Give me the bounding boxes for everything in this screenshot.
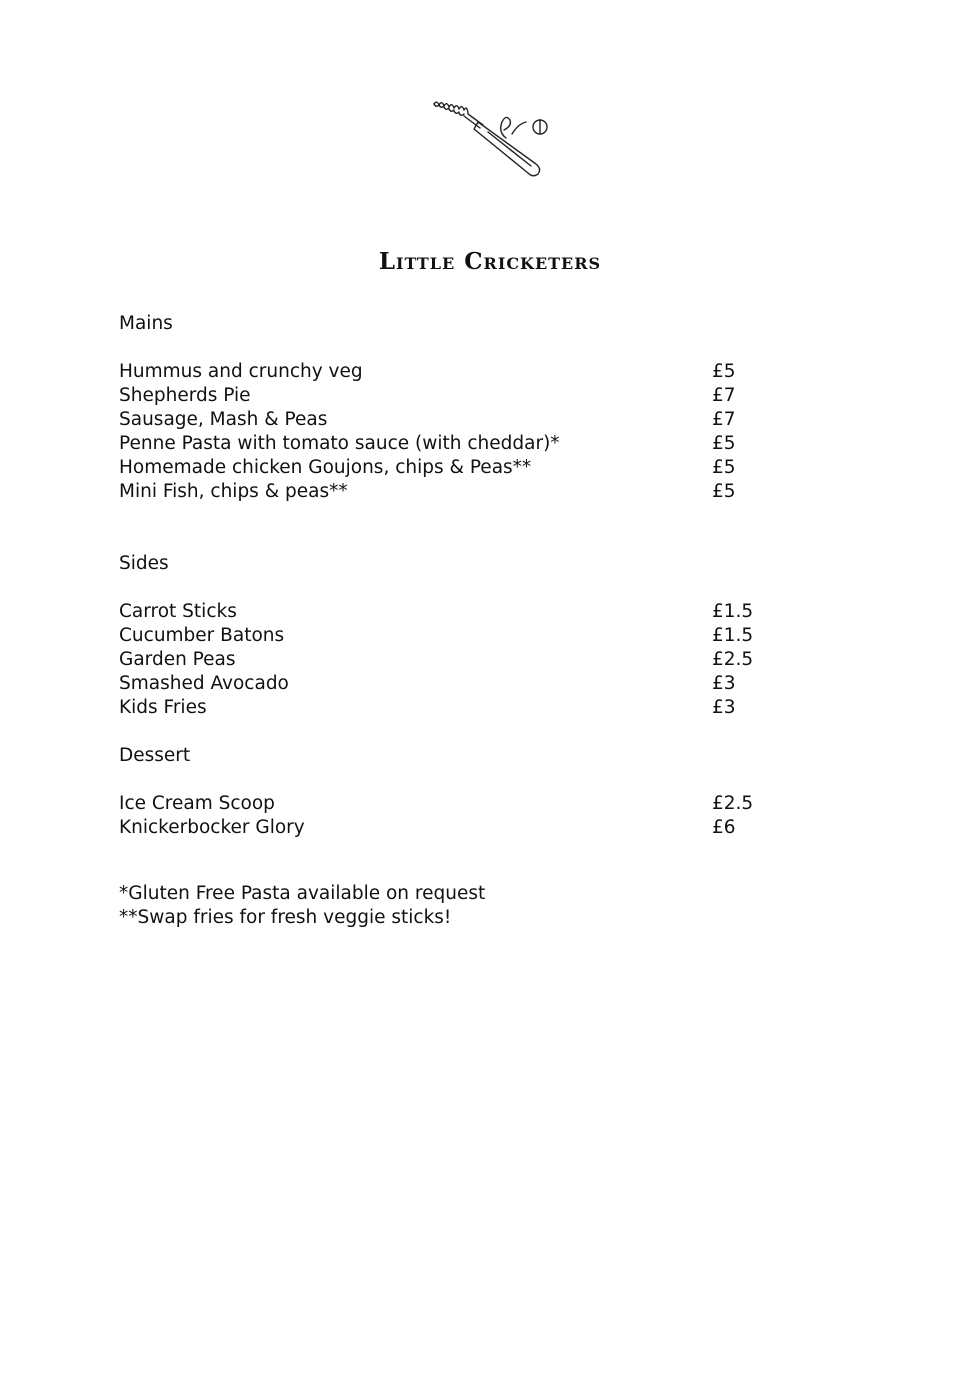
item-price: £3 — [712, 673, 736, 694]
menu-item — [119, 432, 779, 456]
menu-item — [119, 480, 779, 504]
item-price: £5 — [712, 457, 736, 478]
menu-item — [119, 600, 779, 624]
menu-item — [119, 816, 779, 840]
menu-item — [119, 408, 779, 432]
item-name: Cucumber Batons — [119, 625, 285, 646]
menu-item — [119, 624, 779, 648]
item-name: Knickerbocker Glory — [119, 817, 305, 838]
item-price: £2.5 — [712, 649, 754, 670]
item-price: £7 — [712, 409, 736, 430]
item-name: Ice Cream Scoop — [119, 793, 275, 814]
section-heading-dessert: Dessert — [119, 745, 191, 766]
item-name: Carrot Sticks — [119, 601, 237, 622]
item-price: £1.5 — [712, 625, 754, 646]
item-price: £2.5 — [712, 793, 754, 814]
item-name: Hummus and crunchy veg — [119, 361, 363, 382]
item-price: £5 — [712, 481, 736, 502]
item-name: Mini Fish, chips & peas** — [119, 481, 348, 502]
menu-item — [119, 648, 779, 672]
menu-item — [119, 384, 779, 408]
item-name: Garden Peas — [119, 649, 236, 670]
item-price: £5 — [712, 361, 736, 382]
section-heading-sides: Sides — [119, 553, 169, 574]
menu-item — [119, 456, 779, 480]
footnotes — [119, 882, 485, 930]
section-spacer — [119, 504, 779, 552]
item-price: £1.5 — [712, 601, 754, 622]
menu-title: Little Cricketers — [378, 248, 602, 275]
item-price: £6 — [712, 817, 736, 838]
item-price: £3 — [712, 697, 736, 718]
menu-item — [119, 792, 779, 816]
item-name: Sausage, Mash & Peas — [119, 409, 328, 430]
menu-item — [119, 672, 779, 696]
item-price: £5 — [712, 433, 736, 454]
item-name: Kids Fries — [119, 697, 207, 718]
item-price: £7 — [712, 385, 736, 406]
item-name: Shepherds Pie — [119, 385, 251, 406]
menu-item — [119, 696, 779, 720]
menu-list — [119, 312, 779, 840]
cricket-bat-and-ball-icon — [428, 94, 554, 180]
item-name: Penne Pasta with tomato sauce (with cheddar)* — [119, 433, 560, 454]
item-name: Smashed Avocado — [119, 673, 289, 694]
item-name: Homemade chicken Goujons, chips & Peas** — [119, 457, 532, 478]
section-spacer — [119, 720, 779, 744]
menu-item — [119, 360, 779, 384]
footnote-gluten-free: *Gluten Free Pasta available on request — [119, 883, 486, 904]
section-heading-mains: Mains — [119, 313, 173, 334]
footnote-swap-fries: **Swap fries for fresh veggie sticks! — [119, 907, 452, 928]
